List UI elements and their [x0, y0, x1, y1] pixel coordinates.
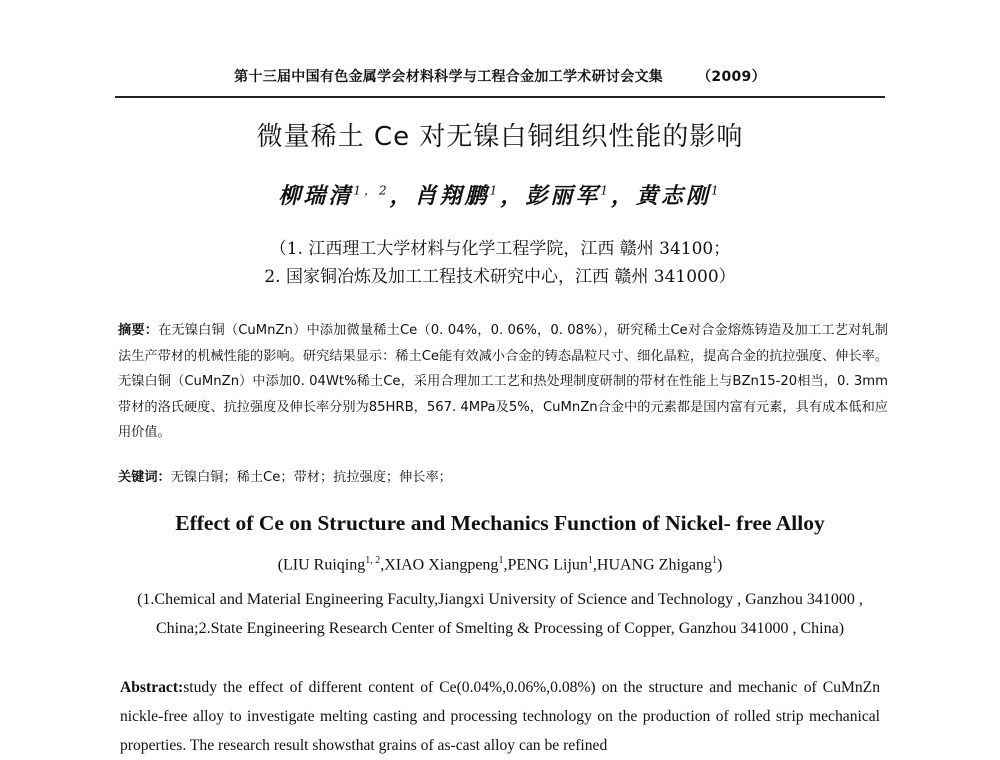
author-en-sup: 1: [498, 555, 504, 566]
running-head-year: （2009）: [697, 69, 766, 85]
affiliation-cn-line-2: 2. 国家铜冶炼及加工工程技术研究中心，江西 赣州 341000）: [264, 267, 736, 287]
title-chinese: 微量稀土 Ce 对无镍白铜组织性能的影响: [256, 122, 744, 152]
author-name: 肖翔鹏: [414, 183, 490, 209]
author-en-sup: 1: [587, 555, 593, 566]
affiliation-cn-line-1: （1. 江西理工大学材料与化学工程学院，江西 赣州 34100；: [269, 239, 731, 259]
author-name: 彭丽军: [525, 183, 601, 209]
keywords-chinese: [118, 466, 888, 485]
author-en-text: ): [716, 556, 723, 574]
author-en-sup: 1, 2: [365, 555, 381, 566]
title-english: Effect of Ce on Structure and Mechanics Function of Nickel- free Alloy: [175, 511, 825, 535]
author-en-sup: 1: [711, 555, 717, 566]
author-en-text: ,PENG Lijun: [503, 556, 588, 574]
author-name: 柳瑞清: [278, 183, 354, 209]
abstract-en-text: study the effect of different content of Ce(0.04%,0.06%,0.08%) on the structure and mechanic of CuMnZn nickle-free alloy to investigate melting casting and processing technology on the production of rolled strip mechanical properties. The research result showsthat grains of as-cast alloy can be refined: [120, 679, 880, 754]
affiliations-english: (1.Chemical and Material Engineering Faculty,Jiangxi University of Science and Technology , Ganzhou 341000 , China;2.State Engineering Research Center of Smelting & Processing of Copper, Ganzhou 341000 , China): [137, 591, 863, 637]
author-en-text: ,XIAO Xiangpeng: [380, 556, 499, 574]
author-en-text: ,HUANG Zhigang: [592, 556, 712, 574]
keywords-cn-text: 无镍白铜；稀土Ce；带材；抗拉强度；伸长率；: [170, 470, 452, 485]
keywords-cn-label: 关键词：: [118, 470, 171, 485]
author-affil-sup: 1: [489, 183, 501, 198]
author-separator: ，: [389, 183, 415, 209]
author-affil-sup: 1: [600, 183, 611, 198]
running-head: [0, 66, 1000, 86]
author-affil-sup: 1，2: [353, 183, 390, 198]
author-en-text: (LIU Ruiqing: [277, 556, 366, 574]
author-affil-sup: 1: [711, 183, 722, 198]
author-name: 黄志刚: [636, 183, 712, 209]
header-rule: [115, 96, 885, 98]
abstract-en-label: Abstract:: [120, 679, 184, 696]
authors-english: [0, 555, 1000, 574]
abstract-cn-text: 在无镍白铜（CuMnZn）中添加微量稀土Ce（0. 04%，0. 06%，0. 08%），研究稀土Ce对合金熔炼铸造及加工工艺对轧制法生产带材的机械性能的影响。研究结果显示：稀土Ce能有效减小合金的铸态晶粒尺寸、细化晶粒，提高合金的抗拉强度、伸长率。无镍白铜（CuMnZn）中添加0. 04Wt%稀土Ce，采用合理加工工艺和热处理制度研制的带材在性能上与BZn15-20相当，0. 3mm带材的洛氏硬度、抗拉强度及伸长率分别为85HRB，567. 4MPa及5%，CuMnZn合金中的元素都是国内富有元素，具有成本低和应用价值。: [118, 323, 888, 440]
abstract-chinese: [118, 318, 888, 446]
abstract-english: [120, 673, 880, 760]
author-separator: ，: [610, 183, 636, 209]
authors-chinese: [0, 179, 1000, 210]
author-separator: ，: [500, 183, 526, 209]
abstract-cn-label: 摘要：: [118, 323, 159, 338]
running-head-text: 第十三届中国有色金属学会材料科学与工程合金加工学术研讨会文集: [234, 69, 664, 85]
